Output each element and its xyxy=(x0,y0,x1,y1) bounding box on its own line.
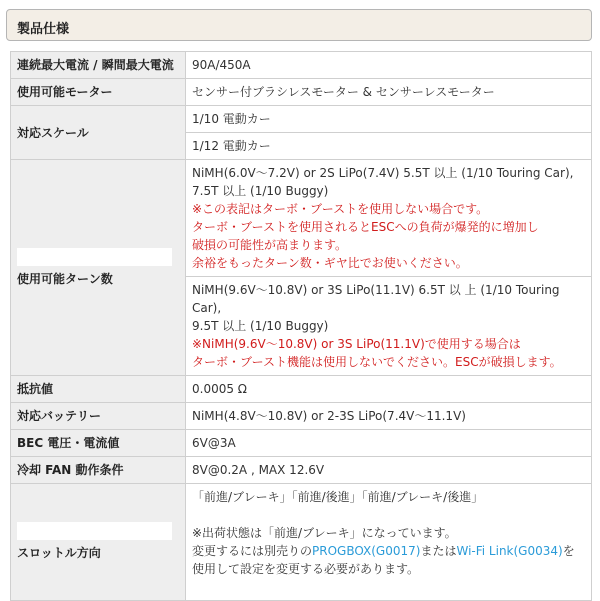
row-value-current: 90A/450A xyxy=(186,52,592,79)
row-value-throttle xyxy=(186,484,592,601)
throttle-note-2-suffix: を xyxy=(562,544,575,558)
progbox-link[interactable]: PROGBOX(G0017) xyxy=(312,544,421,558)
turns-2-line-1: NiMH(9.6V～10.8V) or 3S LiPo(11.1V) 6.5T 以 上 (1/10 Touring Car), xyxy=(192,283,560,315)
row-value-scale-1: 1/10 電動カー xyxy=(186,106,592,133)
table-row xyxy=(11,52,592,79)
throttle-note-2-mid: または xyxy=(420,544,457,558)
turns-1-note-2: ターボ・ブーストを使用されるとESCへの負荷が爆発的に増加し xyxy=(192,220,539,234)
throttle-note-2-prefix: 変更するには別売りの xyxy=(192,544,313,558)
row-label-bec: BEC 電圧・電流値 xyxy=(11,430,186,457)
table-row xyxy=(11,430,592,457)
row-value-scale-2: 1/12 電動カー xyxy=(186,133,592,160)
row-label-resistance: 抵抗値 xyxy=(11,376,186,403)
row-value-bec: 6V@3A xyxy=(186,430,592,457)
table-row xyxy=(11,457,592,484)
turns-1-line-2: 7.5T 以上 (1/10 Buggy) xyxy=(192,184,329,198)
label-blank-box xyxy=(17,522,172,540)
row-label-throttle xyxy=(11,484,186,601)
label-blank-box xyxy=(17,248,172,266)
row-label-current: 連続最大電流 / 瞬間最大電流 xyxy=(11,52,186,79)
row-value-turns-2 xyxy=(186,277,592,376)
table-row xyxy=(11,376,592,403)
section-title: 製品仕様 xyxy=(17,22,70,37)
turns-2-note-1: ※NiMH(9.6V～10.8V) or 3S LiPo(11.1V)で使用する場合は xyxy=(192,337,521,351)
row-label-fan: 冷却 FAN 動作条件 xyxy=(11,457,186,484)
row-label-battery: 対応バッテリー xyxy=(11,403,186,430)
spacer xyxy=(192,578,585,596)
spec-table xyxy=(10,51,592,601)
row-label-turns-text: 使用可能ターン数 xyxy=(17,271,113,286)
throttle-modes: 「前進/ブレーキ」「前進/後進」「前進/ブレーキ/後進」 xyxy=(192,490,484,504)
row-label-motor: 使用可能モーター xyxy=(11,79,186,106)
row-value-fan: 8V@0.2A , MAX 12.6V xyxy=(186,457,592,484)
table-row xyxy=(11,484,592,601)
table-row xyxy=(11,403,592,430)
row-label-throttle-text: スロットル方向 xyxy=(17,546,101,560)
table-row xyxy=(11,160,592,277)
turns-1-note-1: ※この表記はターボ・ブーストを使用しない場合です。 xyxy=(192,202,489,216)
turns-2-note-2: ターボ・ブースト機能は使用しないでください。ESCが破損します。 xyxy=(192,355,562,369)
row-label-scale: 対応スケール xyxy=(11,106,186,160)
table-row xyxy=(11,106,592,133)
throttle-note-2 xyxy=(192,542,585,560)
row-value-motor: センサー付ブラシレスモーター & センサーレスモーター xyxy=(186,79,592,106)
turns-1-line-1: NiMH(6.0V～7.2V) or 2S LiPo(7.4V) 5.5T 以上 (1/10 Touring Car), xyxy=(192,166,574,180)
turns-2-line-2: 9.5T 以上 (1/10 Buggy) xyxy=(192,319,329,333)
table-row xyxy=(11,79,592,106)
spacer xyxy=(192,506,585,524)
row-value-resistance: 0.0005 Ω xyxy=(186,376,592,403)
row-value-turns-1 xyxy=(186,160,592,277)
turns-1-note-3: 破損の可能性が高まります。 xyxy=(192,238,348,252)
wifi-link-link[interactable]: Wi-Fi Link(G0034) xyxy=(456,544,563,558)
row-label-turns xyxy=(11,160,186,376)
throttle-note-3: 使用して設定を変更する必要があります。 xyxy=(192,562,420,576)
turns-1-note-4: 余裕をもったターン数・ギヤ比でお使いください。 xyxy=(192,256,468,270)
section-header xyxy=(6,9,592,41)
throttle-note-1: ※出荷状態は「前進/ブレーキ」になっています。 xyxy=(192,526,457,540)
row-value-battery: NiMH(4.8V～10.8V) or 2-3S LiPo(7.4V～11.1V) xyxy=(186,403,592,430)
